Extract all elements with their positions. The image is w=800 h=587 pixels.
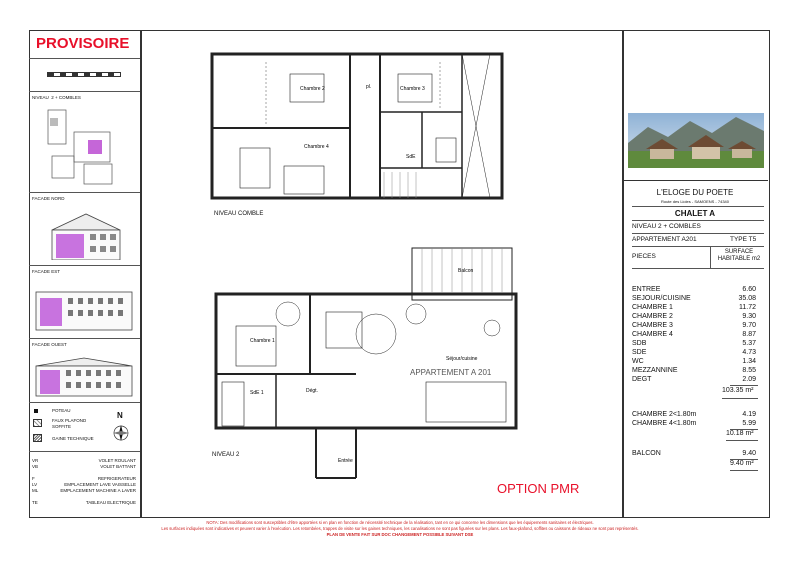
room-row: MEZZANNINE 8.55 <box>632 367 756 374</box>
footer-note-3: PLAN DE VENTE FAIT SUR DOC CHANGEMENT POSSIBLE SUIVANT DSE <box>326 532 474 537</box>
option-pmr-label: OPTION PMR <box>497 481 580 496</box>
room-row: SDE 4.73 <box>632 349 756 356</box>
level-2-label: NIVEAU 2 <box>212 452 240 458</box>
svg-text:Chambre 4: Chambre 4 <box>304 144 329 150</box>
facade-north-label: FACADE NORD <box>32 196 65 201</box>
svg-text:Dégt.: Dégt. <box>306 388 318 394</box>
room-row: DEGT 2.09 <box>632 376 756 383</box>
total-low: 10.18 m² <box>726 430 754 437</box>
right-panel <box>622 30 770 518</box>
total-balcony: 9.40 m² <box>730 460 754 467</box>
svg-text:SdE 1: SdE 1 <box>250 390 264 396</box>
abbr-ml: ML EMPLACEMENT MACHINE A LAVER <box>32 488 136 493</box>
svg-text:Entrée: Entrée <box>338 458 353 464</box>
abbr-lv: LV EMPLACEMENT LAVE VAISSELLE <box>32 482 136 487</box>
project-name: L'ELOGE DU POETE <box>656 188 734 197</box>
svg-text:pl.: pl. <box>366 84 372 90</box>
plan-footer <box>40 520 760 538</box>
svg-text:Chambre 3: Chambre 3 <box>400 86 425 92</box>
north-label: N <box>117 411 123 420</box>
svg-text:Chambre 2: Chambre 2 <box>300 86 325 92</box>
pieces-header: PIECES <box>632 253 656 260</box>
false-ceiling-label: FAUX PLAFOND SOFFITE <box>52 418 87 429</box>
apartment-type: TYPE T5 <box>730 236 757 243</box>
apartment-label: APPARTEMENT A 201 <box>410 368 492 377</box>
building-name: CHALET A <box>674 209 716 218</box>
level-info: NIVEAU 2 + COMBLES <box>632 223 701 230</box>
low-room-row: CHAMBRE 4<1.80m 5.99 <box>632 420 756 427</box>
abbr-te: TE TABLEAU ELECTRIQUE <box>32 500 136 505</box>
post-symbol <box>34 409 38 413</box>
abbr-vb: VB VOLET BATTANT <box>32 464 136 469</box>
svg-text:Balcon: Balcon <box>458 268 474 274</box>
room-row: CHAMBRE 4 8.87 <box>632 331 756 338</box>
total-habitable: 103.35 m² <box>722 387 754 394</box>
provisional-title: PROVISOIRE <box>36 35 130 52</box>
svg-text:SdE: SdE <box>406 154 416 160</box>
post-label: POTEAU <box>52 408 71 413</box>
project-photo <box>628 113 764 168</box>
room-row: CHAMBRE 2 9.30 <box>632 313 756 320</box>
room-row: WC 1.34 <box>632 358 756 365</box>
facade-east-image <box>34 284 134 332</box>
room-row: CHAMBRE 3 9.70 <box>632 322 756 329</box>
facade-north-image <box>48 212 124 260</box>
low-room-row: CHAMBRE 2<1.80m 4.19 <box>632 411 756 418</box>
technical-shaft-label: GAINE TECHNIQUE <box>52 436 94 441</box>
level-label: NIVEAU 2 + COMBLES <box>32 95 81 100</box>
room-row: CHAMBRE 1 11.72 <box>632 304 756 311</box>
svg-text:Séjour/cuisine: Séjour/cuisine <box>446 356 478 362</box>
surface-header: SURFACE HABITABLE m2 <box>717 249 761 262</box>
facade-east-label: FACADE EST <box>32 269 61 274</box>
apartment-info: APPARTEMENT A201 <box>632 236 697 243</box>
level-comble-label: NIVEAU COMBLE <box>214 211 264 217</box>
svg-text:Chambre 1: Chambre 1 <box>250 338 275 344</box>
footer-note-1: NOTA: Des modifications sont susceptibles d'être apportées si en plan en fonction de nécessité technique de la réalisation, tant en ce qui concerne les dimensions que les équipements sanitaires et électriques. <box>206 520 594 525</box>
room-row: ENTREE 6.60 <box>632 286 756 293</box>
floor-plan-level2 <box>206 242 522 486</box>
key-plan-thumbnail <box>44 108 124 188</box>
technical-shaft-symbol <box>33 434 42 442</box>
room-row: SEJOUR/CUISINE 35.08 <box>632 295 756 302</box>
north-arrow-icon <box>112 424 130 442</box>
facade-west-label: FACADE OUEST <box>32 342 67 347</box>
floor-plan-comble <box>200 48 520 208</box>
false-ceiling-symbol <box>33 419 42 427</box>
project-address: Route des Lioles - SAMOENS - 74340 <box>660 199 730 204</box>
room-row: SDB 5.37 <box>632 340 756 347</box>
scale-bar <box>47 72 121 77</box>
balcony-row: BALCON 9.40 <box>632 450 756 457</box>
left-panel <box>29 30 142 518</box>
facade-west-image <box>34 356 134 398</box>
abbr-f: F REFRIGERATEUR <box>32 476 136 481</box>
footer-note-2: Les surfaces indiquées sont indicatives et peuvent varier à l'exécution. Les retombées, trappes de visite sur les gaines techniques, les canalisations ne sont pas figurées sur les plans. Les faux-plafond, soffites ou caissons de rideaux ne sont pas représentés. <box>161 526 639 531</box>
abbr-vr: VR VOLET ROULANT <box>32 458 136 463</box>
